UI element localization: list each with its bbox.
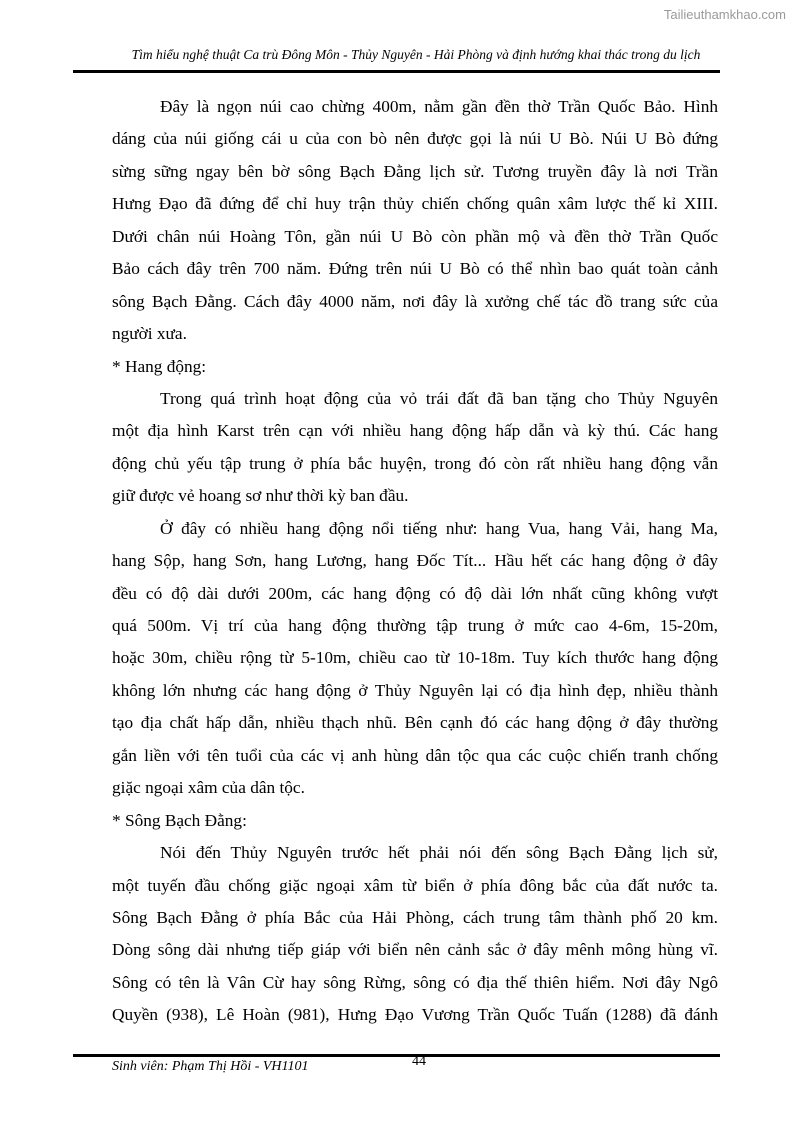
- text-line: gắn liền với tên tuổi của các vị anh hùng dân tộc qua các cuộc chiến tranh chống: [112, 745, 718, 765]
- watermark: Tailieuthamkhao.com: [663, 7, 786, 22]
- text-line: dáng của núi giống cái u của con bò nên được gọi là núi U Bò. Núi U Bò đứng: [112, 129, 718, 149]
- paragraph: [112, 837, 718, 1032]
- section-heading: [112, 805, 718, 837]
- text-line: Ở đây có nhiều hang động nổi tiếng như: hang Vua, hang Vải, hang Ma,: [160, 518, 718, 538]
- text-line: giặc ngoại xâm của dân tộc.: [112, 778, 305, 798]
- running-header: Tìm hiểu nghệ thuật Ca trù Đông Môn - Thủy Nguyên - Hải Phòng và định hướng khai thác trong du lịch: [131, 47, 701, 62]
- paragraph: [112, 383, 718, 513]
- document-body: [112, 91, 718, 1032]
- text-line: tạo địa chất hấp dẫn, nhiều thạch nhũ. Bên cạnh đó các hang động ở đây thường: [112, 713, 718, 733]
- page-number: 44: [412, 1054, 426, 1069]
- text-line: sừng sững ngay bên bờ sông Bạch Đằng lịch sử. Tương truyền đây là nơi Trần: [112, 161, 718, 181]
- text-line: giữ được vẻ hoang sơ như thời kỳ ban đầu.: [112, 486, 409, 506]
- paragraph: [112, 91, 718, 351]
- text-line: Đây là ngọn núi cao chừng 400m, nằm gần đền thờ Trần Quốc Bảo. Hình: [160, 97, 718, 116]
- text-line: một địa hình Karst trên cạn với nhiều hang động hấp dẫn và kỳ thú. Các hang: [112, 421, 718, 441]
- text-line: không lớn nhưng các hang động ở Thủy Nguyên lại có địa hình đẹp, nhiều thành: [112, 680, 718, 700]
- text-line: sông Bạch Đằng. Cách đây 4000 năm, nơi đây là xưởng chế tác đồ trang sức của: [112, 291, 718, 311]
- text-line: một tuyến đầu chống giặc ngoại xâm từ biển ở phía đông bắc của đất nước ta.: [112, 875, 718, 895]
- text-line: Sông có tên là Vân Cừ hay sông Rừng, sông có địa thế thiên hiểm. Nơi đây Ngô: [112, 972, 718, 992]
- paragraph: [112, 513, 718, 805]
- text-line: quá 500m. Vị trí của hang động thường tập trung ở mức cao 4-6m, 15-20m,: [112, 616, 718, 635]
- text-line: động chủ yếu tập trung ở phía bắc huyện, trong đó còn rất nhiều hang động vẫn: [112, 453, 718, 473]
- text-line: đều có độ dài dưới 200m, các hang động có độ dài lớn nhất cũng không vượt: [112, 583, 718, 603]
- text-line: Quyền (938), Lê Hoàn (981), Hưng Đạo Vương Trần Quốc Tuấn (1288) đã đánh: [112, 1005, 718, 1025]
- text-line: Sông Bạch Đằng ở phía Bắc của Hải Phòng, cách trung tâm thành phố 20 km.: [112, 907, 718, 927]
- text-line: * Sông Bạch Đằng:: [112, 810, 247, 830]
- text-line: người xưa.: [112, 324, 187, 344]
- text-line: * Hang động:: [112, 356, 207, 376]
- text-line: Dưới chân núi Hoàng Tôn, gần núi U Bò còn phần mộ và đền thờ Trần Quốc: [112, 226, 718, 246]
- section-heading: [112, 351, 718, 383]
- header-rule: [73, 70, 720, 73]
- footer-rule: [73, 1054, 720, 1057]
- text-line: hoặc 30m, chiều rộng từ 5-10m, chiều cao từ 10-18m. Tuy kích thước hang động: [112, 648, 718, 668]
- text-line: hang Sộp, hang Sơn, hang Lương, hang Đốc Tít... Hầu hết các hang động ở đây: [112, 551, 718, 571]
- text-line: Trong quá trình hoạt động của vỏ trái đất đã ban tặng cho Thủy Nguyên: [160, 388, 718, 408]
- text-line: Nói đến Thủy Nguyên trước hết phải nói đến sông Bạch Đằng lịch sử,: [160, 843, 718, 863]
- text-line: Bảo cách đây trên 700 năm. Đứng trên núi U Bò có thể nhìn bao quát toàn cảnh: [112, 259, 718, 279]
- footer-author: Sinh viên: Phạm Thị Hồi - VH1101: [112, 1059, 309, 1074]
- text-line: Hưng Đạo đã đứng để chỉ huy trận thủy chiến chống quân xâm lược thế kỉ XIII.: [112, 194, 718, 214]
- text-line: Dòng sông dài nhưng tiếp giáp với biển nên cảnh sắc ở đây mênh mông hùng vĩ.: [112, 940, 718, 960]
